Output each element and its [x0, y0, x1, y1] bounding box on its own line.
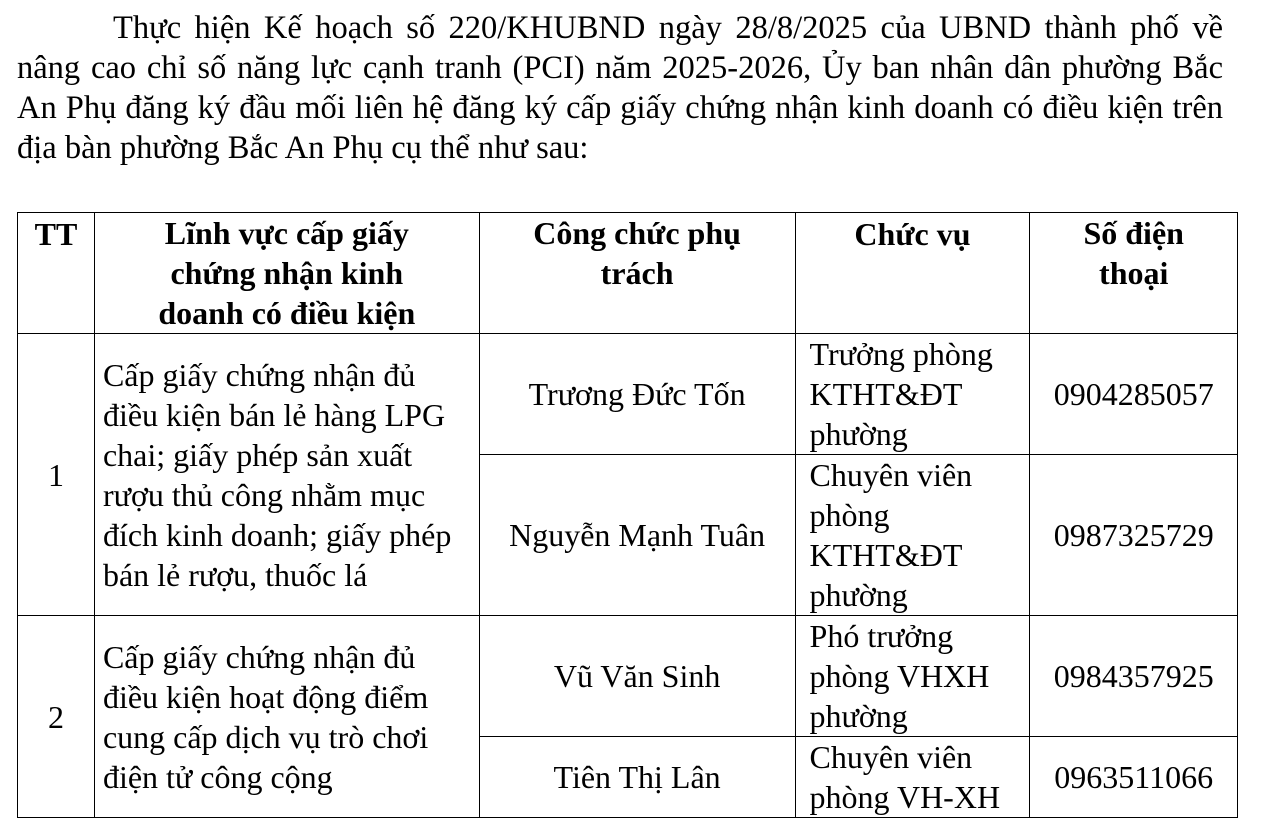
header-field: Lĩnh vực cấp giấy chứng nhận kinh doanh có điều kiện: [94, 213, 479, 334]
intro-paragraph: Thực hiện Kế hoạch số 220/KHUBND ngày 28/8/2025 của UBND thành phố về nâng cao chỉ số năng lực cạnh tranh (PCI) năm 2025-2026, Ủy ban nhân dân phường Bắc An Phụ đăng ký đầu mối liên hệ đăng ký cấp giấy chứng nhận kinh doanh có điều kiện trên địa bàn phường Bắc An Phụ cụ thể như sau:: [17, 10, 1223, 166]
header-officer: Công chức phụ trách: [479, 213, 795, 334]
officer-position: [795, 616, 1030, 737]
header-tt: TT: [18, 213, 95, 334]
phone-number: 0984357925: [1030, 616, 1238, 737]
officer-position: [795, 334, 1030, 455]
officer-position: [795, 737, 1030, 818]
officer-position-text: Trưởng phòng KTHT&ĐT phường: [809, 336, 993, 452]
field-description: Cấp giấy chứng nhận đủ điều kiện bán lẻ hàng LPG chai; giấy phép sản xuất rượu thủ công nhằm mục đích kinh doanh; giấy phép bán lẻ rượu, thuốc lá: [94, 334, 479, 616]
table-header-row: [18, 213, 1238, 334]
row-number: 1: [18, 334, 95, 616]
officer-position-text: Chuyên viên phòng KTHT&ĐT phường: [809, 457, 973, 613]
contact-table: [17, 212, 1238, 818]
phone-number: 0963511066: [1030, 737, 1238, 818]
officer-name: Trương Đức Tốn: [479, 334, 795, 455]
phone-number: 0904285057: [1030, 334, 1238, 455]
officer-position: [795, 455, 1030, 616]
officer-name: Nguyễn Mạnh Tuân: [479, 455, 795, 616]
officer-name: Tiên Thị Lân: [479, 737, 795, 818]
table-row: [18, 616, 1238, 737]
field-description: Cấp giấy chứng nhận đủ điều kiện hoạt động điểm cung cấp dịch vụ trò chơi điện tử công cộng: [94, 616, 479, 818]
officer-position-text: Chuyên viên phòng VH-XH: [809, 739, 1001, 815]
phone-number: 0987325729: [1030, 455, 1238, 616]
header-position: Chức vụ: [795, 213, 1030, 334]
row-number: 2: [18, 616, 95, 818]
table-row: [18, 334, 1238, 455]
officer-position-text: Phó trưởng phòng VHXH phường: [809, 618, 990, 734]
header-phone: Số điện thoại: [1030, 213, 1238, 334]
officer-name: Vũ Văn Sinh: [479, 616, 795, 737]
